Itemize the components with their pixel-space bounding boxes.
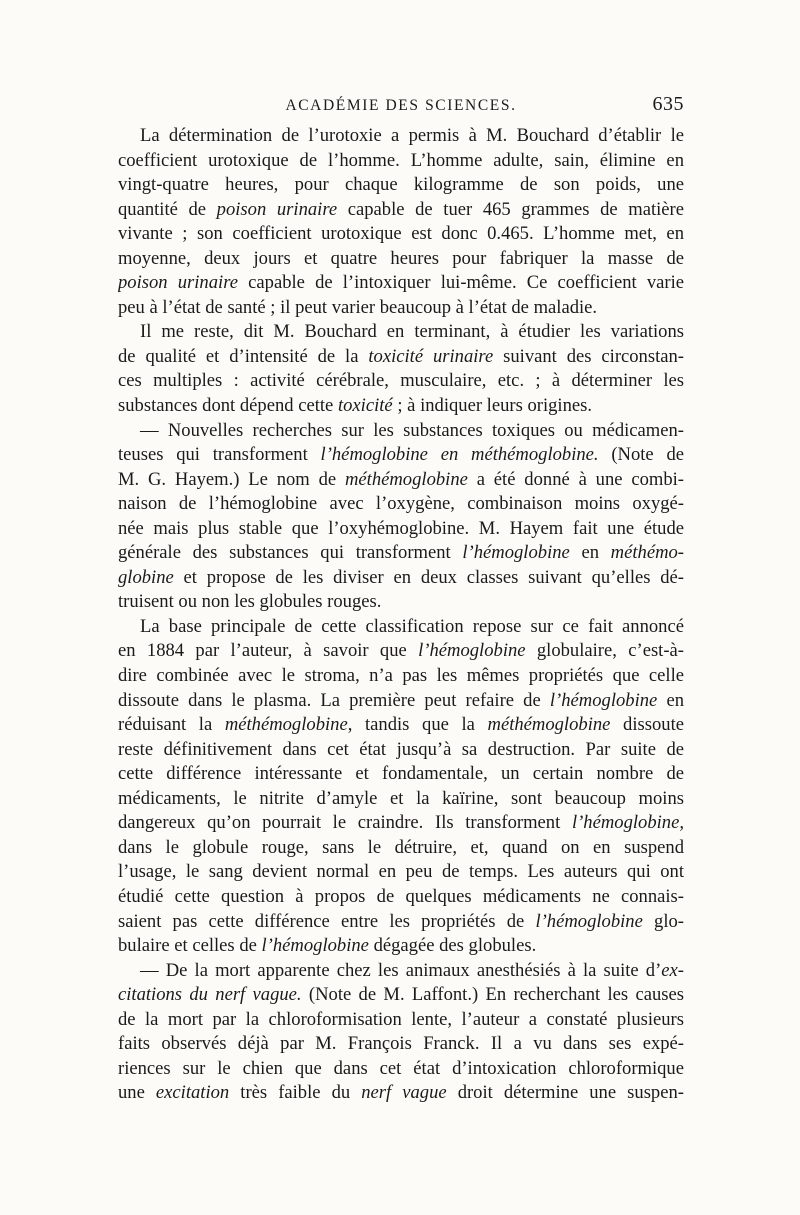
text-segment: médicaments, le nitrite d’amyle et la kaïrine, sont beaucoup moins xyxy=(118,787,684,809)
text-line xyxy=(118,173,684,198)
text-segment: riences sur le chien que dans cet état d’intoxication chloroformique xyxy=(118,1057,684,1079)
text-line xyxy=(118,1081,684,1106)
italic-text: poison urinaire xyxy=(118,272,238,294)
text-line xyxy=(118,689,684,714)
text-segment: truisent ou non les globules rouges. xyxy=(118,591,382,613)
italic-text: globine xyxy=(118,566,174,588)
text-line xyxy=(118,198,684,223)
text-line xyxy=(118,959,684,984)
italic-text: l’hémoglobine xyxy=(549,689,658,711)
text-line xyxy=(118,1057,684,1082)
italic-text: nerf vague xyxy=(361,1082,447,1104)
text-line xyxy=(118,320,684,345)
text-segment: M. G. Hayem.) Le nom de xyxy=(118,468,345,490)
text-segment: — De la mort apparente chez les animaux anesthésiés à la suite d’ xyxy=(140,959,662,981)
text-line xyxy=(118,541,684,566)
text-segment: capable de l’intoxiquer lui-même. Ce coefficient varie xyxy=(238,272,684,294)
text-line xyxy=(118,910,684,935)
text-line xyxy=(118,664,684,689)
text-line xyxy=(118,713,684,738)
text-segment: , tandis que la xyxy=(347,714,488,736)
text-segment: née mais plus stable que l’oxyhémoglobine. M. Hayem fait une étude xyxy=(118,517,684,539)
text-segment: dire combinée avec le stroma, n’a pas les mêmes propriétés que celle xyxy=(118,665,684,687)
text-segment: (Note de xyxy=(598,444,684,466)
text-segment: et propose de les diviser en deux classes suivant qu’elles dé- xyxy=(173,566,684,588)
italic-text: méthémo- xyxy=(610,542,684,564)
text-segment: quantité de xyxy=(118,198,217,220)
text-segment: générale des substances qui transforment xyxy=(118,542,463,564)
text-segment: dangereux qu’on pourrait le craindre. Ils transforment xyxy=(118,812,572,834)
text-segment: dissoute xyxy=(610,714,684,736)
body-text xyxy=(118,124,684,1106)
text-line xyxy=(118,222,684,247)
page-number: 635 xyxy=(652,93,684,115)
text-segment: moyenne, deux jours et quatre heures pour fabriquer la masse de xyxy=(118,247,684,269)
text-line xyxy=(118,615,684,640)
text-line xyxy=(118,811,684,836)
italic-text: l’hémoglobine xyxy=(418,640,526,662)
text-segment: reste définitivement dans cet état jusqu’à sa destruction. Par suite de xyxy=(118,738,684,760)
text-segment: coefficient urotoxique de l’homme. L’homme adulte, sain, élimine en xyxy=(118,149,684,171)
italic-text: citations du nerf vague. xyxy=(118,984,302,1006)
text-segment: substances dont dépend cette xyxy=(118,395,338,417)
text-segment: vivante ; son coefficient urotoxique est donc 0.465. L’homme met, en xyxy=(118,223,684,245)
running-head xyxy=(118,93,684,121)
text-line xyxy=(118,762,684,787)
text-line xyxy=(118,566,684,591)
text-line xyxy=(118,345,684,370)
italic-text: poison urinaire xyxy=(216,198,338,220)
text-line xyxy=(118,369,684,394)
italic-text: méthémoglobine xyxy=(344,468,468,490)
text-line xyxy=(118,787,684,812)
text-segment: cette différence intéressante et fondamentale, un certain nombre de xyxy=(118,763,684,785)
text-line xyxy=(118,934,684,959)
running-title: ACADÉMIE DES SCIENCES. xyxy=(285,97,517,114)
text-segment: étudié cette question à propos de quelques médicaments ne connais- xyxy=(118,885,684,907)
text-segment: a été donné à une combi- xyxy=(467,468,684,490)
text-segment: une xyxy=(118,1082,156,1104)
text-line xyxy=(118,885,684,910)
italic-text: l’hémoglobine, xyxy=(571,812,684,834)
text-segment: ; à indiquer leurs origines. xyxy=(392,395,593,417)
text-line xyxy=(118,394,684,419)
text-segment: naison de l’hémoglobine avec l’oxygène, combinaison moins oxygé- xyxy=(118,493,684,515)
italic-text: l’hémoglobine xyxy=(261,935,369,957)
text-segment: l’usage, le sang devient normal en peu de temps. Les auteurs qui ont xyxy=(118,861,684,883)
text-line xyxy=(118,983,684,1008)
italic-text: méthémoglobine xyxy=(224,714,348,736)
text-line xyxy=(118,836,684,861)
text-segment: en 1884 par l’auteur, à savoir que xyxy=(118,640,419,662)
text-segment: Il me reste, dit M. Bouchard en terminant, à étudier les variations xyxy=(140,321,684,343)
text-line xyxy=(118,443,684,468)
text-segment: réduisant la xyxy=(118,714,225,736)
text-segment: La base principale de cette classification repose sur ce fait annoncé xyxy=(140,615,684,637)
text-line xyxy=(118,738,684,763)
text-segment: globulaire, c’est-à- xyxy=(525,640,684,662)
italic-text: excitation xyxy=(155,1082,230,1104)
italic-text: ex- xyxy=(661,959,684,981)
text-line xyxy=(118,271,684,296)
italic-text: l’hémoglobine en méthémoglobine. xyxy=(320,444,599,466)
text-line xyxy=(118,296,684,321)
text-segment: dissoute dans le plasma. La première peut refaire de xyxy=(118,689,550,711)
text-line xyxy=(118,468,684,493)
text-segment: très faible du xyxy=(229,1082,362,1104)
text-segment: bulaire et celles de xyxy=(118,935,262,957)
text-line xyxy=(118,419,684,444)
text-segment: en xyxy=(569,542,611,564)
text-segment: La détermination de l’urotoxie a permis à M. Bouchard d’établir le xyxy=(140,125,684,146)
italic-text: l’hémoglobine xyxy=(535,910,643,932)
text-segment: teuses qui transforment xyxy=(118,444,321,466)
italic-text: toxicité xyxy=(337,395,393,417)
text-segment: faits observés déjà par M. François Franck. Il a vu dans ses expé- xyxy=(118,1033,684,1055)
text-line xyxy=(118,860,684,885)
text-segment: glo- xyxy=(642,910,684,932)
text-segment: vingt-quatre heures, pour chaque kilogramme de son poids, une xyxy=(118,174,684,196)
italic-text: l’hémoglobine xyxy=(462,542,570,564)
text-line xyxy=(118,124,684,149)
text-line xyxy=(118,492,684,517)
text-segment: (Note de M. Laffont.) En recherchant les causes xyxy=(301,984,684,1006)
text-line xyxy=(118,247,684,272)
text-line xyxy=(118,149,684,174)
text-segment: capable de tuer 465 grammes de matière xyxy=(337,198,684,220)
text-segment: droit détermine une suspen- xyxy=(446,1082,684,1104)
text-segment: — Nouvelles recherches sur les substances toxiques ou médicamen- xyxy=(140,419,684,441)
text-segment: dégagée des globules. xyxy=(368,935,537,957)
text-line xyxy=(118,639,684,664)
text-segment: saient pas cette différence entre les propriétés de xyxy=(118,910,536,932)
text-segment: en xyxy=(657,689,684,711)
text-segment: de qualité et d’intensité de la xyxy=(118,345,369,367)
text-line xyxy=(118,590,684,615)
text-line xyxy=(118,517,684,542)
italic-text: toxicité urinaire xyxy=(368,345,494,367)
text-segment: dans le globule rouge, sans le détruire, et, quand on en suspend xyxy=(118,836,684,858)
text-line xyxy=(118,1008,684,1033)
text-segment: suivant des circonstan- xyxy=(493,345,684,367)
text-line xyxy=(118,1032,684,1057)
text-segment: peu à l’état de santé ; il peut varier beaucoup à l’état de maladie. xyxy=(118,296,598,318)
italic-text: méthémoglobine xyxy=(487,714,611,736)
text-segment: de la mort par la chloroformisation lente, l’auteur a constaté plusieurs xyxy=(118,1008,684,1030)
text-segment: ces multiples : activité cérébrale, musculaire, etc. ; à déterminer les xyxy=(118,370,684,392)
